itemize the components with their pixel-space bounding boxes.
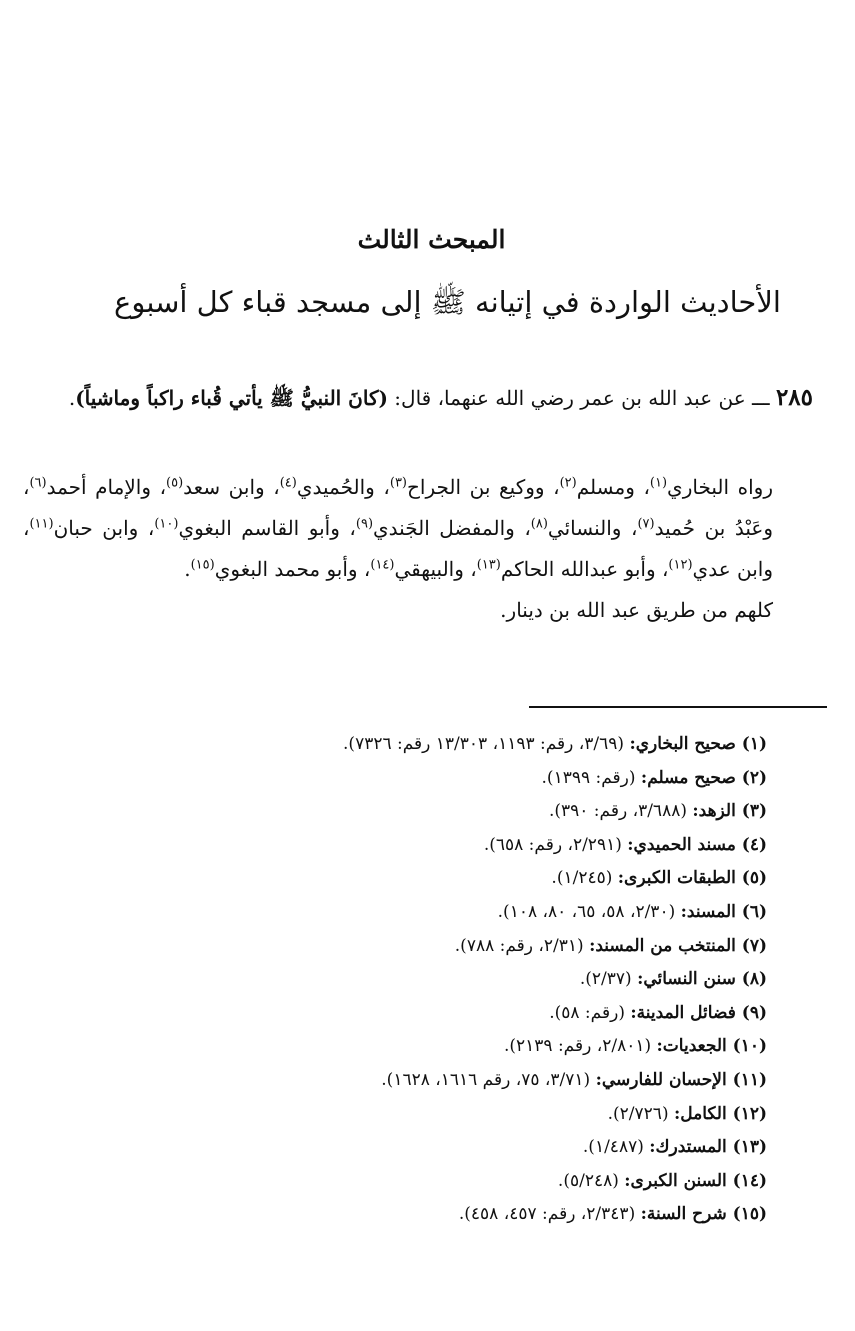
hadith-number: ٢٨٥ bbox=[775, 384, 813, 411]
footnote-text: (٣/٦٩، رقم: ١١٩٣، ١٣/٣٠٣ رقم: ٧٣٢٦). bbox=[343, 734, 630, 754]
footnote-label: (٦) المسند: bbox=[680, 901, 767, 922]
footnote-label: (٤) مسند الحميدي: bbox=[627, 834, 767, 855]
narrator: رواه البخاري bbox=[667, 475, 773, 499]
footnote-label: (١٣) المستدرك: bbox=[649, 1137, 767, 1158]
narrator: ، ووكيع بن الجراح bbox=[407, 475, 560, 499]
footnote-text: (٢/٣١، رقم: ٧٨٨). bbox=[454, 935, 590, 956]
narrator: ، والنسائي bbox=[547, 516, 638, 540]
footnote-ref[interactable]: (٧) bbox=[637, 516, 655, 532]
footnote-label: (١) صحيح البخاري: bbox=[629, 734, 767, 754]
footnote-text: (١/٢٤٥). bbox=[551, 868, 618, 889]
narrator: . bbox=[184, 557, 191, 581]
narrators-list bbox=[23, 467, 813, 590]
narrator: ، ومسلم bbox=[576, 475, 650, 499]
narrator: ، والحُميدي bbox=[296, 475, 390, 499]
footnote-item bbox=[27, 728, 767, 762]
footnote-item bbox=[27, 1131, 767, 1165]
footnote-item bbox=[27, 1064, 767, 1098]
footnote-item bbox=[27, 963, 767, 997]
footnote-item bbox=[27, 762, 767, 796]
footnote-item bbox=[27, 1030, 767, 1064]
footnote-text: (٢/٣٤٣، رقم: ٤٥٧، ٤٥٨). bbox=[458, 1204, 641, 1225]
footnote-ref[interactable]: (١٣) bbox=[476, 557, 501, 573]
footnote-label: (١٠) الجعديات: bbox=[656, 1036, 767, 1057]
footnote-ref[interactable]: (٦) bbox=[29, 475, 47, 491]
narrator: ، وابن حبان bbox=[53, 516, 155, 540]
section-title: المبحث الثالث bbox=[357, 225, 506, 254]
narrator: ، وأبو محمد البغوي bbox=[214, 557, 371, 581]
narrator: ، وأبو عبدالله الحاكم bbox=[500, 557, 669, 581]
footnote-item bbox=[27, 862, 767, 896]
footnote-divider bbox=[529, 706, 827, 708]
narrator: ، والمفضل الجَندي bbox=[373, 516, 531, 540]
footnote-item bbox=[27, 997, 767, 1031]
narrators-block bbox=[23, 467, 813, 631]
footnote-item bbox=[27, 896, 767, 930]
footnote-label: (٥) الطبقات الكبرى: bbox=[617, 868, 767, 889]
footnote-ref[interactable]: (٩) bbox=[355, 516, 374, 532]
footnote-ref[interactable]: (٥) bbox=[166, 475, 184, 491]
footnote-label: (٨) سنن النسائي: bbox=[637, 969, 767, 990]
narrator: ، والبيهقي bbox=[394, 557, 477, 581]
narrator: ، والإمام أحمد bbox=[46, 475, 167, 499]
hadith-dash: ـــ bbox=[745, 386, 776, 410]
footnote-text: (٢/٧٢٦). bbox=[607, 1103, 674, 1124]
footnote-ref[interactable]: (١٠) bbox=[154, 516, 179, 532]
footnote-ref[interactable]: (٤) bbox=[279, 475, 297, 491]
footnote-ref[interactable]: (١) bbox=[649, 475, 668, 491]
footnote-ref[interactable]: (١٢) bbox=[668, 557, 693, 573]
footnote-label: (٩) فضائل المدينة: bbox=[630, 1002, 767, 1023]
footnote-label: (١١) الإحسان للفارسي: bbox=[595, 1069, 767, 1090]
narrator: ، وابن سعد bbox=[183, 475, 280, 499]
footnote-label: (٣) الزهد: bbox=[692, 801, 767, 822]
footnote-item bbox=[27, 1098, 767, 1132]
footnote-label: (١٢) الكامل: bbox=[673, 1103, 767, 1124]
footnote-text: (رقم: ١٣٩٩). bbox=[541, 767, 641, 788]
footnote-text: (٢/٣٠، ٥٨، ٦٥، ٨٠، ١٠٨). bbox=[497, 901, 681, 922]
hadith-end: . bbox=[68, 386, 76, 410]
hadith-quote: (كانَ النبيُّ ﷺ يأتي قُباء راكباً وماشياً) bbox=[75, 386, 388, 410]
footnote-text: (١/٤٨٧). bbox=[582, 1137, 650, 1158]
footnote-item bbox=[27, 829, 767, 863]
footnote-text: (٣/٧١، ٧٥، رقم ١٦١٦، ١٦٢٨). bbox=[381, 1069, 596, 1090]
footnote-ref[interactable]: (١١) bbox=[29, 516, 54, 532]
footnote-item bbox=[27, 1165, 767, 1199]
footnote-label: (٧) المنتخب من المسند: bbox=[589, 935, 767, 956]
footnote-ref[interactable]: (٣) bbox=[389, 475, 407, 491]
footnote-label: (١٤) السنن الكبرى: bbox=[624, 1170, 767, 1191]
footnote-text: (رقم: ٥٨). bbox=[549, 1002, 631, 1023]
footnote-item bbox=[27, 930, 767, 964]
hadith-intro: عن عبد الله بن عمر رضي الله عنهما، قال: bbox=[387, 386, 746, 410]
footnote-text: (٢/٢٩١، رقم: ٦٥٨). bbox=[483, 834, 628, 855]
footnote-label: (١٥) شرح السنة: bbox=[640, 1204, 767, 1225]
footnote-ref[interactable]: (٢) bbox=[559, 475, 577, 491]
footnote-ref[interactable]: (١٤) bbox=[370, 557, 395, 573]
footnote-label: (٢) صحيح مسلم: bbox=[640, 767, 767, 788]
hadith-text bbox=[23, 378, 813, 418]
narrator: ، وأبو القاسم البغوي bbox=[178, 516, 356, 540]
footnote-ref[interactable]: (١٥) bbox=[190, 557, 215, 573]
footnote-ref[interactable]: (٨) bbox=[530, 516, 548, 532]
footnote-text: (٢/٨٠١، رقم: ٢١٣٩). bbox=[503, 1036, 657, 1057]
narrator: ، وابن عدي bbox=[23, 516, 773, 581]
footnote-item bbox=[27, 795, 767, 829]
chain-note: كلهم من طريق عبد الله بن دينار. bbox=[500, 598, 773, 622]
footnote-text: (٢/٣٧). bbox=[579, 969, 638, 990]
footnote-text: (٥/٢٤٨). bbox=[557, 1170, 625, 1191]
footnote-text: (٣/٦٨٨، رقم: ٣٩٠). bbox=[548, 801, 693, 822]
footnotes-list bbox=[27, 728, 767, 1232]
section-subtitle: الأحاديث الواردة في إتيانه ﷺ إلى مسجد قباء كل أسبوع bbox=[114, 285, 781, 319]
narrator: ، وعَبْدُ بن حُميد bbox=[23, 475, 774, 540]
footnote-item bbox=[27, 1198, 767, 1232]
